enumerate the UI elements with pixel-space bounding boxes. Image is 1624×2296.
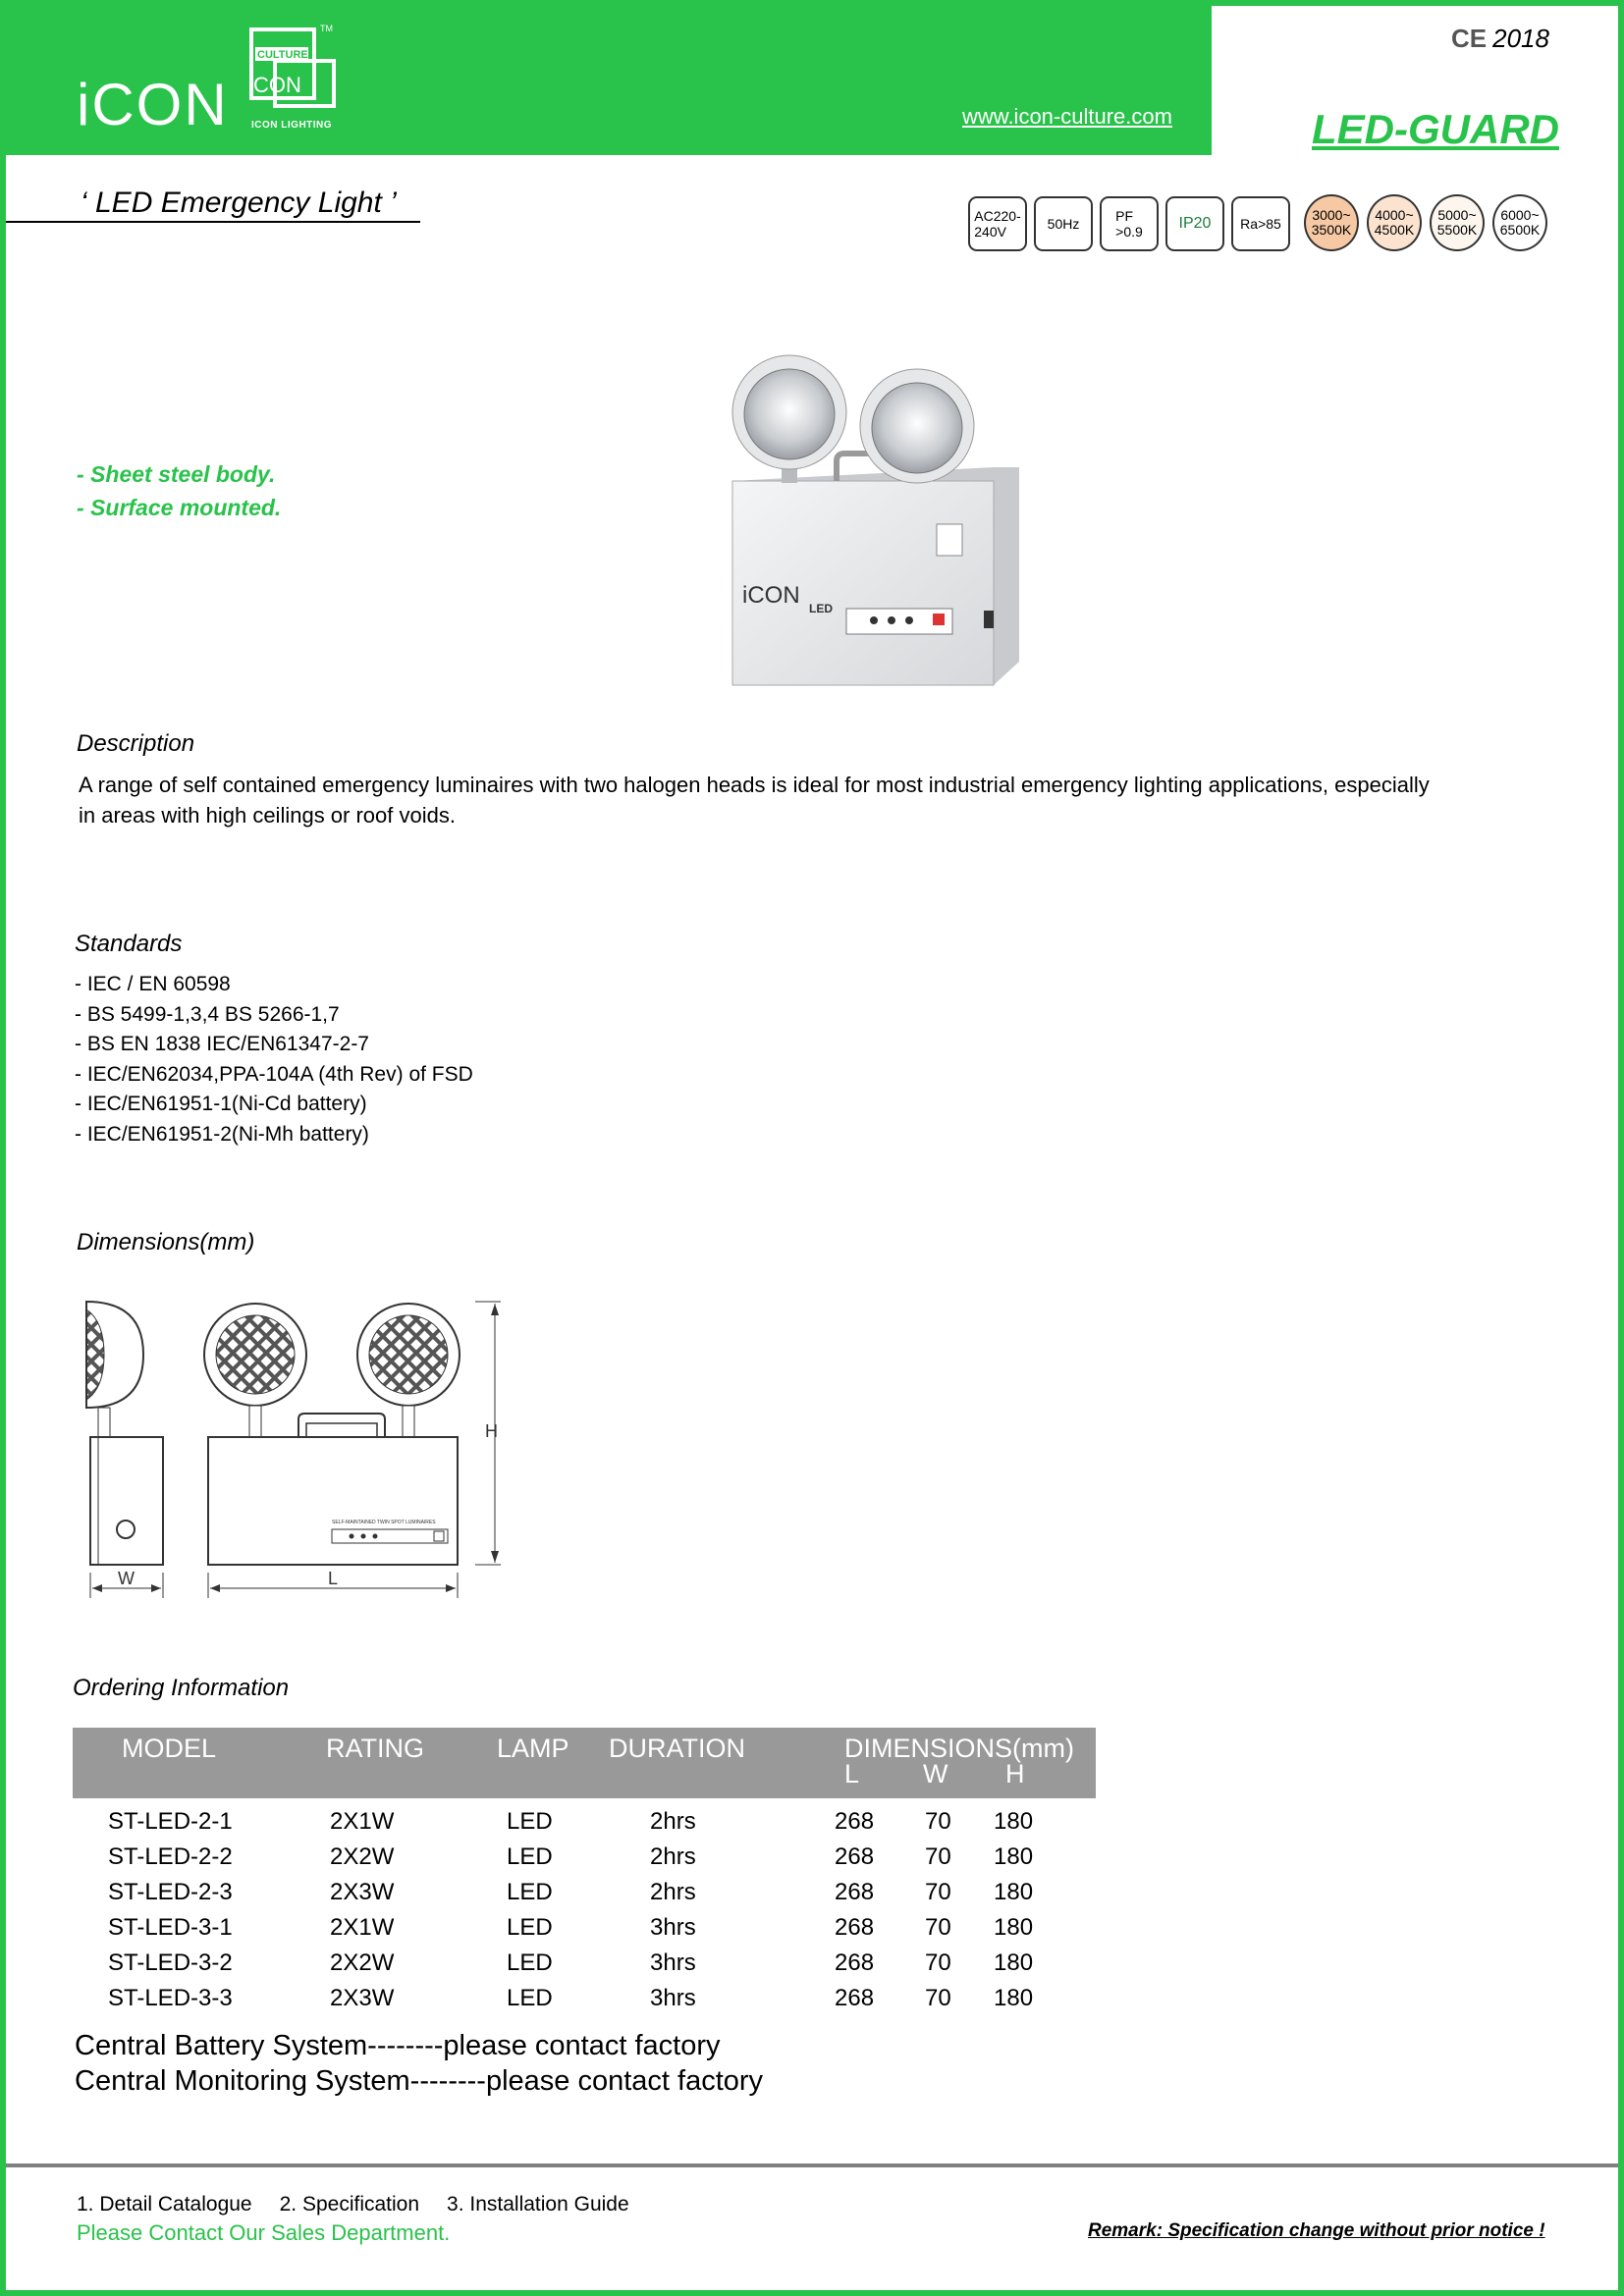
standard-item: - IEC/EN61951-1(Ni-Cd battery): [75, 1093, 367, 1115]
cell-h: 180: [994, 1843, 1034, 1870]
cell-model: ST-LED-3-2: [108, 1949, 233, 1976]
cell-rating: 2X1W: [330, 1808, 395, 1835]
spec-badges: [968, 196, 1290, 251]
standards-list: [75, 970, 473, 1149]
product-photo: [729, 351, 1023, 689]
header-dimensions: DIMENSIONS(mm): [844, 1734, 1074, 1763]
cell-model: ST-LED-2-2: [108, 1843, 233, 1870]
table-row: [73, 1946, 1096, 1981]
cell-model: ST-LED-2-1: [108, 1808, 233, 1835]
cell-lamp: LED: [507, 1949, 553, 1976]
standard-item: - IEC / EN 60598: [75, 973, 231, 995]
cell-duration: 2hrs: [650, 1879, 696, 1905]
cell-w: 70: [925, 1985, 951, 2011]
cell-duration: 3hrs: [650, 1985, 696, 2011]
photo-led-text: LED: [809, 602, 833, 615]
dimension-drawing: [75, 1292, 526, 1606]
header-model: MODEL: [122, 1734, 217, 1763]
cell-w: 70: [925, 1879, 951, 1905]
footer-link-detail-catalogue[interactable]: 1. Detail Catalogue: [77, 2193, 252, 2216]
badge-frequency: 50Hz: [1034, 196, 1093, 251]
cell-model: ST-LED-3-3: [108, 1985, 233, 2011]
ordering-table: [73, 1728, 1096, 2016]
header-lamp: LAMP: [497, 1734, 569, 1763]
title-underline: [6, 221, 420, 223]
cell-model: ST-LED-2-3: [108, 1879, 233, 1905]
trademark: TM: [320, 24, 333, 33]
cell-duration: 3hrs: [650, 1914, 696, 1941]
table-row: [73, 1875, 1096, 1910]
cct-circle: 4000~ 4500K: [1367, 194, 1422, 251]
cell-model: ST-LED-3-1: [108, 1914, 233, 1941]
footer-links: [77, 2193, 657, 2216]
logo-text: iCON: [77, 72, 229, 137]
feature-item: - Surface mounted.: [77, 495, 282, 520]
badge-cri: Ra>85: [1231, 196, 1290, 251]
cct-circles: [1304, 194, 1547, 251]
standards-title: Standards: [75, 931, 183, 957]
year-text: 2018: [1492, 24, 1549, 53]
header-rating: RATING: [326, 1734, 424, 1763]
cell-w: 70: [925, 1843, 951, 1870]
cell-h: 180: [994, 1949, 1034, 1976]
product-title: ‘ LED Emergency Light ’: [81, 187, 397, 219]
cell-l: 268: [835, 1879, 875, 1905]
cell-h: 180: [994, 1879, 1034, 1905]
badge-power-factor: PF >0.9: [1100, 196, 1159, 251]
dimension-l-label: L: [328, 1569, 339, 1588]
cell-l: 268: [835, 1808, 875, 1835]
badge-voltage: AC220- 240V: [968, 196, 1027, 251]
table-row: [73, 1981, 1096, 2016]
website-link[interactable]: www.icon-culture.com: [962, 104, 1172, 129]
cct-circle: 6000~ 6500K: [1492, 194, 1547, 251]
ordering-title: Ordering Information: [73, 1675, 290, 1701]
central-monitoring-note: Central Monitoring System--------please contact factory: [75, 2065, 764, 2097]
cct-circle: 3000~ 3500K: [1304, 194, 1359, 251]
cell-l: 268: [835, 1985, 875, 2011]
feature-item: - Sheet steel body.: [77, 461, 276, 487]
cell-h: 180: [994, 1914, 1034, 1941]
badge-ip-rating: IP20: [1165, 196, 1224, 251]
cell-lamp: LED: [507, 1879, 553, 1905]
feature-list: [77, 457, 281, 524]
logo-subtitle: ICON LIGHTING: [251, 120, 333, 131]
header-h: H: [1005, 1759, 1025, 1789]
standard-item: - BS 5499-1,3,4 BS 5266-1,7: [75, 1002, 340, 1026]
description-text: A range of self contained emergency luminaires with two halogen heads is ideal for most industrial emergency lighting applications, especially in areas with high ceilings or roof voids.: [79, 773, 1430, 828]
cell-h: 180: [994, 1985, 1034, 2011]
cell-l: 268: [835, 1843, 875, 1870]
footer-contact: Please Contact Our Sales Department.: [77, 2220, 451, 2245]
description-title: Description: [77, 730, 195, 757]
central-battery-note: Central Battery System--------please contact factory: [75, 2030, 721, 2061]
cell-lamp: LED: [507, 1808, 553, 1835]
dimensions-title: Dimensions(mm): [77, 1229, 255, 1255]
photo-brand-text: iCON: [742, 582, 800, 609]
table-header: [73, 1728, 1096, 1798]
standard-item: - IEC/EN62034,PPA-104A (4th Rev) of FSD: [75, 1062, 473, 1086]
cell-lamp: LED: [507, 1843, 553, 1870]
header-w: W: [923, 1759, 948, 1789]
cct-circle: 5000~ 5500K: [1430, 194, 1485, 251]
footer-remark: Remark: Specification change without prior notice !: [1088, 2220, 1545, 2241]
cell-lamp: LED: [507, 1914, 553, 1941]
cell-l: 268: [835, 1949, 875, 1976]
cell-rating: 2X2W: [330, 1949, 395, 1976]
table-row: [73, 1910, 1096, 1946]
footer-link-installation-guide[interactable]: 3. Installation Guide: [447, 2193, 629, 2216]
footer-link-specification[interactable]: 2. Specification: [279, 2193, 420, 2216]
logo-mark-main-text: CON: [253, 73, 301, 97]
logo-mark-icon: [249, 24, 338, 114]
brand-title: LED-GUARD: [1312, 106, 1559, 152]
cell-duration: 3hrs: [650, 1949, 696, 1976]
dimension-h-label: H: [485, 1421, 498, 1441]
cell-rating: 2X1W: [330, 1914, 395, 1941]
cell-duration: 2hrs: [650, 1808, 696, 1835]
cell-l: 268: [835, 1914, 875, 1941]
header-duration: DURATION: [609, 1734, 745, 1763]
cell-w: 70: [925, 1808, 951, 1835]
dimension-w-label: W: [118, 1569, 135, 1588]
header-l: L: [844, 1759, 860, 1789]
ce-mark-icon: CE: [1451, 24, 1488, 53]
cell-rating: 2X3W: [330, 1985, 395, 2011]
cell-w: 70: [925, 1949, 951, 1976]
cell-h: 180: [994, 1808, 1034, 1835]
footer-divider: [6, 2163, 1618, 2167]
dimension-panel-text: SELF-MAINTAINED TWIN SPOT LUMINAIRES: [332, 1520, 436, 1525]
cell-lamp: LED: [507, 1985, 553, 2011]
ce-year: [1451, 24, 1549, 54]
cell-rating: 2X3W: [330, 1879, 395, 1905]
table-row: [73, 1840, 1096, 1875]
standard-item: - BS EN 1838 IEC/EN61347-2-7: [75, 1033, 369, 1055]
cell-duration: 2hrs: [650, 1843, 696, 1870]
table-row: [73, 1804, 1096, 1840]
standard-item: - IEC/EN61951-2(Ni-Mh battery): [75, 1122, 369, 1146]
logo-mark-top-text: CULTURE: [257, 49, 308, 61]
cell-rating: 2X2W: [330, 1843, 395, 1870]
cell-w: 70: [925, 1914, 951, 1941]
